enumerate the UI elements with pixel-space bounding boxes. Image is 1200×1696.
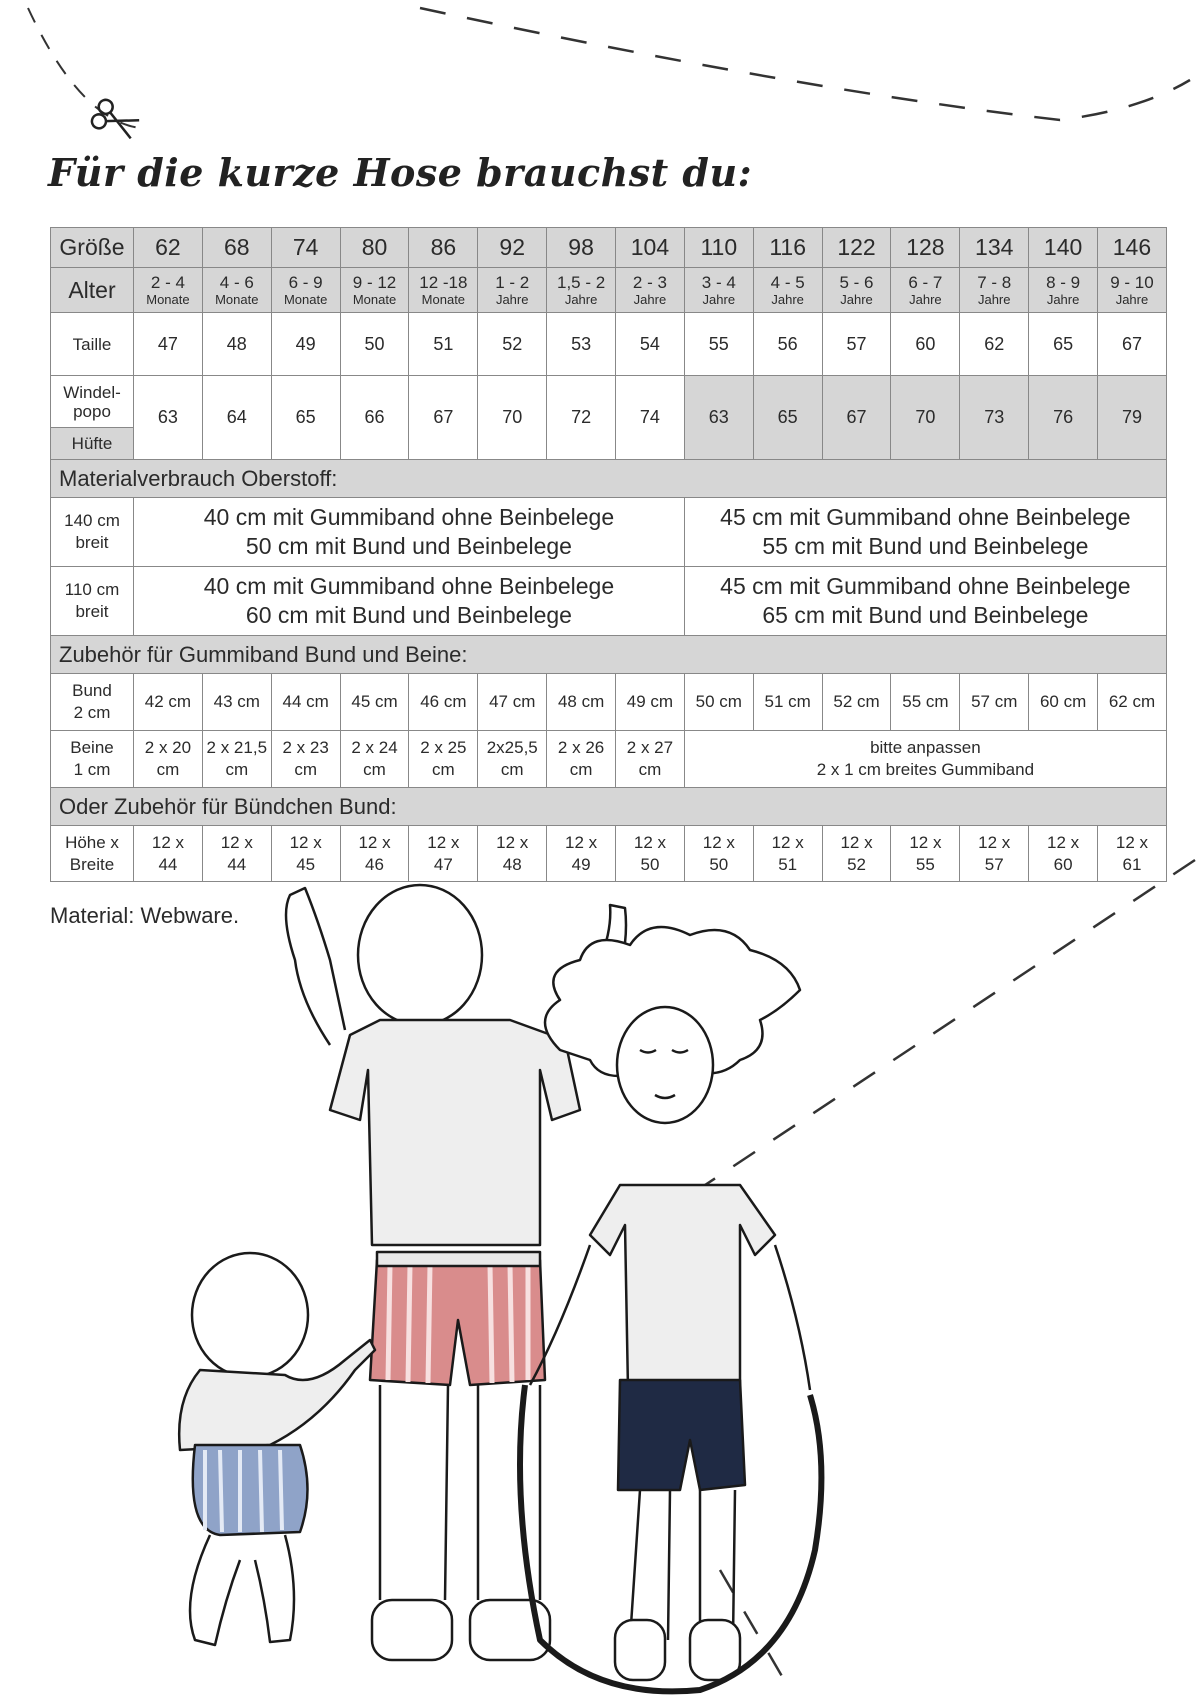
bund-value: 55 cm — [891, 674, 960, 731]
age-range: 3 - 4 — [701, 273, 736, 292]
hip-value: 73 — [960, 376, 1029, 460]
age-unit: Monate — [215, 292, 259, 307]
age-value — [822, 268, 891, 313]
page-title: Für die kurze Hose brauchst du: — [48, 150, 753, 195]
beine-value: 2x25,5 cm — [478, 731, 547, 788]
taille-value: 56 — [753, 313, 822, 376]
bund-value: 50 cm — [684, 674, 753, 731]
age-range: 5 - 6 — [839, 273, 874, 292]
age-unit: Jahre — [495, 292, 529, 307]
bund-value: 60 cm — [1029, 674, 1098, 731]
size-value: 140 — [1029, 228, 1098, 268]
groesse-label: Größe — [51, 228, 134, 268]
age-value — [202, 268, 271, 313]
hip-value: 65 — [271, 376, 340, 460]
bund-value: 42 cm — [134, 674, 203, 731]
age-value — [1029, 268, 1098, 313]
material-section-title: Materialverbrauch Oberstoff: — [51, 460, 1167, 498]
beine-value: 2 x 27 cm — [616, 731, 685, 788]
age-value — [271, 268, 340, 313]
bund-value: 57 cm — [960, 674, 1029, 731]
beine-value: 2 x 21,5 cm — [202, 731, 271, 788]
age-value — [547, 268, 616, 313]
age-range: 9 - 10 — [1110, 273, 1154, 292]
age-unit: Monate — [421, 292, 466, 307]
age-range: 12 -18 — [419, 273, 468, 292]
age-unit: Jahre — [1046, 292, 1080, 307]
beine-value: 2 x 24 cm — [340, 731, 409, 788]
hip-value: 63 — [134, 376, 203, 460]
age-value — [960, 268, 1029, 313]
fabric-usage-large: 45 cm mit Gummiband ohne Beinbelege 65 cm mit Bund und Beinbelege — [684, 567, 1166, 636]
buendchen-value: 12 x 61 — [1098, 826, 1167, 882]
taille-value: 49 — [271, 313, 340, 376]
illustration-baby — [179, 1253, 375, 1645]
age-value — [616, 268, 685, 313]
taille-value: 51 — [409, 313, 478, 376]
buendchen-value: 12 x 45 — [271, 826, 340, 882]
windelpopo-label: Windel- popo — [51, 376, 134, 428]
taille-value: 52 — [478, 313, 547, 376]
hip-value: 72 — [547, 376, 616, 460]
age-range: 6 - 9 — [288, 273, 323, 292]
age-value — [340, 268, 409, 313]
age-value — [134, 268, 203, 313]
huefte-label: Hüfte — [51, 428, 134, 460]
age-value — [684, 268, 753, 313]
size-value: 134 — [960, 228, 1029, 268]
size-value: 116 — [753, 228, 822, 268]
beine-value: 2 x 25 cm — [409, 731, 478, 788]
buendchen-section-title: Oder Zubehör für Bündchen Bund: — [51, 788, 1167, 826]
buendchen-value: 12 x 49 — [547, 826, 616, 882]
age-unit: Monate — [352, 292, 397, 307]
age-range: 1,5 - 2 — [556, 273, 606, 292]
hip-value: 63 — [684, 376, 753, 460]
age-value — [891, 268, 960, 313]
age-range: 4 - 6 — [219, 273, 254, 292]
size-table — [50, 227, 1167, 882]
buendchen-value: 12 x 51 — [753, 826, 822, 882]
hip-value: 70 — [478, 376, 547, 460]
fabric-width-label: 140 cm breit — [51, 498, 134, 567]
buendchen-value: 12 x 48 — [478, 826, 547, 882]
bund-value: 44 cm — [271, 674, 340, 731]
size-value: 104 — [616, 228, 685, 268]
taille-value: 53 — [547, 313, 616, 376]
hip-value: 79 — [1098, 376, 1167, 460]
buendchen-value: 12 x 44 — [202, 826, 271, 882]
taille-value: 57 — [822, 313, 891, 376]
age-unit: Jahre — [633, 292, 667, 307]
age-unit: Jahre — [702, 292, 736, 307]
gummi-section-title: Zubehör für Gummiband Bund und Beine: — [51, 636, 1167, 674]
taille-value: 47 — [134, 313, 203, 376]
buendchen-value: 12 x 50 — [616, 826, 685, 882]
fabric-usage-small: 40 cm mit Gummiband ohne Beinbelege 50 cm mit Bund und Beinbelege — [134, 498, 685, 567]
taille-value: 62 — [960, 313, 1029, 376]
fabric-usage-large: 45 cm mit Gummiband ohne Beinbelege 55 cm mit Bund und Beinbelege — [684, 498, 1166, 567]
beine-value: 2 x 23 cm — [271, 731, 340, 788]
size-value: 128 — [891, 228, 960, 268]
size-value: 74 — [271, 228, 340, 268]
illustration-girl — [520, 927, 821, 1691]
material-note: Material: Webware. — [50, 903, 240, 928]
age-range: 6 - 7 — [908, 273, 943, 292]
buendchen-value: 12 x 60 — [1029, 826, 1098, 882]
buendchen-value: 12 x 50 — [684, 826, 753, 882]
size-value: 68 — [202, 228, 271, 268]
buendchen-value: 12 x 47 — [409, 826, 478, 882]
age-unit: Jahre — [1115, 292, 1149, 307]
size-value: 98 — [547, 228, 616, 268]
age-value — [753, 268, 822, 313]
bund-value: 43 cm — [202, 674, 271, 731]
buendchen-value: 12 x 46 — [340, 826, 409, 882]
bund-value: 62 cm — [1098, 674, 1167, 731]
size-value: 122 — [822, 228, 891, 268]
age-unit: Jahre — [564, 292, 598, 307]
bund-value: 52 cm — [822, 674, 891, 731]
size-value: 80 — [340, 228, 409, 268]
age-range: 9 - 12 — [352, 273, 397, 292]
age-unit: Jahre — [840, 292, 873, 307]
age-range: 7 - 8 — [977, 273, 1012, 292]
taille-value: 55 — [684, 313, 753, 376]
dashed-cut-line-right — [690, 860, 1195, 1195]
age-unit: Jahre — [909, 292, 942, 307]
bund-value: 48 cm — [547, 674, 616, 731]
scissors-icon — [90, 98, 142, 143]
taille-value: 48 — [202, 313, 271, 376]
taille-value: 65 — [1029, 313, 1098, 376]
bund-value: 51 cm — [753, 674, 822, 731]
taille-label: Taille — [51, 313, 134, 376]
buendchen-label: Höhe x Breite — [51, 826, 134, 882]
taille-value: 67 — [1098, 313, 1167, 376]
bund-value: 45 cm — [340, 674, 409, 731]
size-value: 86 — [409, 228, 478, 268]
hip-value: 65 — [753, 376, 822, 460]
beine-value: 2 x 26 cm — [547, 731, 616, 788]
age-unit: Jahre — [771, 292, 804, 307]
taille-value: 60 — [891, 313, 960, 376]
buendchen-value: 12 x 57 — [960, 826, 1029, 882]
beine-note: bitte anpassen 2 x 1 cm breites Gummiband — [684, 731, 1166, 788]
buendchen-value: 12 x 44 — [134, 826, 203, 882]
age-unit: Jahre — [977, 292, 1011, 307]
hip-value: 64 — [202, 376, 271, 460]
hip-value: 76 — [1029, 376, 1098, 460]
alter-label: Alter — [51, 268, 134, 313]
hip-value: 67 — [409, 376, 478, 460]
age-value — [478, 268, 547, 313]
age-unit: Monate — [146, 292, 190, 307]
bund-value: 46 cm — [409, 674, 478, 731]
age-value — [1098, 268, 1167, 313]
beine-label: Beine 1 cm — [51, 731, 134, 788]
age-range: 8 - 9 — [1046, 273, 1081, 292]
hip-value: 66 — [340, 376, 409, 460]
age-range: 2 - 3 — [632, 273, 667, 292]
size-value: 92 — [478, 228, 547, 268]
bund-label: Bund 2 cm — [51, 674, 134, 731]
age-range: 4 - 5 — [770, 273, 805, 292]
age-range: 1 - 2 — [495, 273, 530, 292]
hip-value: 74 — [616, 376, 685, 460]
age-value — [409, 268, 478, 313]
bund-value: 47 cm — [478, 674, 547, 731]
taille-value: 50 — [340, 313, 409, 376]
age-unit: Monate — [283, 292, 328, 307]
taille-value: 54 — [616, 313, 685, 376]
age-range: 2 - 4 — [150, 273, 185, 292]
fabric-usage-small: 40 cm mit Gummiband ohne Beinbelege 60 cm mit Bund und Beinbelege — [134, 567, 685, 636]
buendchen-value: 12 x 55 — [891, 826, 960, 882]
beine-value: 2 x 20 cm — [134, 731, 203, 788]
size-value: 146 — [1098, 228, 1167, 268]
size-value: 62 — [134, 228, 203, 268]
hip-value: 67 — [822, 376, 891, 460]
hip-value: 70 — [891, 376, 960, 460]
size-value: 110 — [684, 228, 753, 268]
bund-value: 49 cm — [616, 674, 685, 731]
dashed-cut-line-top-right — [420, 8, 1190, 120]
fabric-width-label: 110 cm breit — [51, 567, 134, 636]
dashed-cut-line-top — [28, 8, 140, 128]
buendchen-value: 12 x 52 — [822, 826, 891, 882]
